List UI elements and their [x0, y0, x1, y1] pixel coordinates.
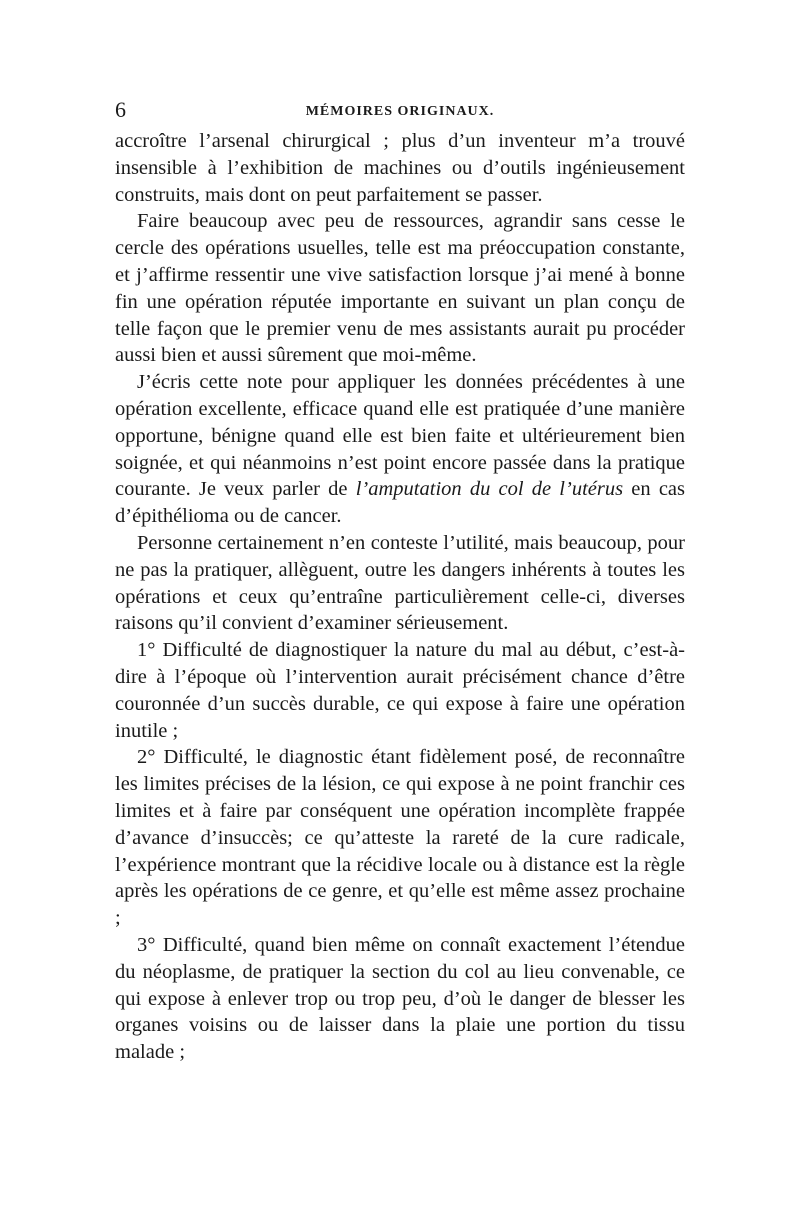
italic-term: l’amputation du col de l’utérus: [355, 478, 624, 501]
body-text: [115, 128, 685, 1066]
running-head: [115, 96, 685, 124]
list-item-difficulty-2: 2° Difficulté, le diagnostic étant fidèlement posé, de reconnaître les limites précises de la lésion, ce qui expose à ne point franchir ces limites et à faire par conséquent une opération incomplète frappée d’avance d’insuccès; ce qu’atteste la rareté de la cure radicale, l’expérience montrant que la récidive locale ou à distance est la règle après les opérations de ce genre, et qu’elle est même assez prochaine ;: [115, 746, 685, 930]
paragraph-text: J’écris cette note pour appliquer les données précédentes à une opération excellente, efficace quand elle est pratiquée d’une manière opportune, bénigne quand elle est bien faite et ultérieurement bien soignée, et qui néanmoins n’est point encore passée dans la pratique courante. Je veux parler de: [115, 371, 685, 501]
paragraph-text: en cas d’épithélioma ou de cancer.: [115, 478, 686, 528]
running-title: MÉMOIRES ORIGINAUX.: [305, 104, 495, 119]
page-number: 6: [115, 97, 126, 122]
paragraph: Faire beaucoup avec peu de ressources, agrandir sans cesse le cercle des opérations usuelles, telle est ma préoccupation constante, et j’affirme ressentir une vive satisfaction lorsque j’ai mené à bonne fin une opération réputée importante en suivant un plan conçu de telle façon que le premier venu de mes assistants aurait pu procéder aussi bien et aussi sûrement que moi-même.: [115, 210, 685, 367]
paragraph: Personne certainement n’en conteste l’utilité, mais beaucoup, pour ne pas la pratiquer, allèguent, outre les dangers inhérents à toutes les opérations et ceux qu’entraîne particulièrement celle-ci, diverses raisons qu’il convient d’examiner sérieusement.: [115, 531, 685, 635]
paragraph-continuation: accroître l’arsenal chirurgical ; plus d’un inventeur m’a trouvé insensible à l’exhibition de machines ou d’outils ingénieusement construits, mais dont on peut parfaitement se passer.: [115, 130, 685, 206]
paragraph: [115, 369, 685, 530]
list-item-difficulty-1: 1° Difficulté de diagnostiquer la nature du mal au début, c’est-à-dire à l’époque où l’intervention aurait précisément chance d’être couronnée d’un succès durable, ce qui expose à faire une opération inutile ;: [115, 639, 685, 742]
list-item-difficulty-3: 3° Difficulté, quand bien même on connaît exactement l’étendue du néoplasme, de pratiquer la section du col au lieu convenable, ce qui expose à enlever trop ou trop peu, d’où le danger de blesser les organes voisins ou de laisser dans la plaie une portion du tissu malade ;: [115, 933, 685, 1064]
page: [115, 96, 685, 1066]
